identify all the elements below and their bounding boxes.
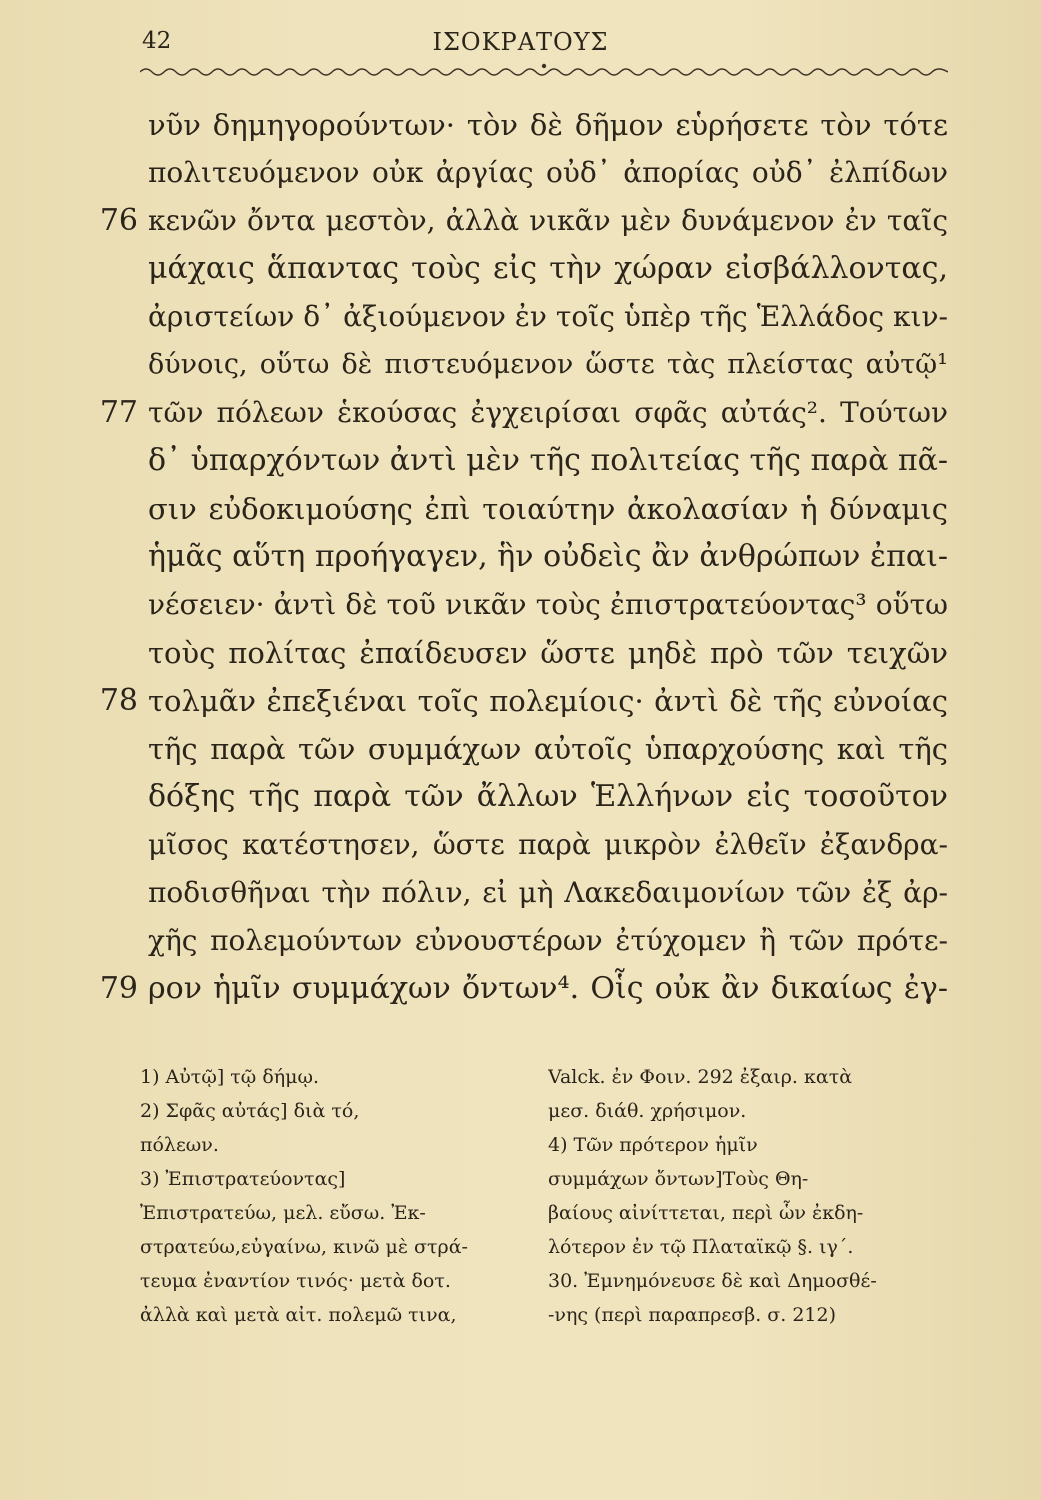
text-line (148, 772, 948, 822)
section-number: 78 (99, 683, 138, 718)
footnotes-left-column (140, 1060, 515, 1332)
text-line-content: δ᾽ ὑπαρχόντων ἀντὶ μὲν τῆς πολιτείας τῆς παρὰ πᾶ- (148, 443, 948, 478)
footnote-line: στρατεύω,εὐγαίνω, κινῶ μὲ στρά- (140, 1236, 468, 1258)
section-number (74, 148, 146, 198)
text-line-content: μάχαις ἅπαντας τοὺς εἰς τὴν χώραν εἰσβάλλοντας, (148, 251, 948, 286)
footnote-line: 30. Ἐμνημόνευσε δὲ καὶ Δημοσθέ- (548, 1270, 877, 1292)
text-line-content: δύνοις, οὕτω δὲ πιστευόμενον ὥστε τὰς πλείστας αὐτῷ¹ (148, 349, 948, 380)
section-number (74, 580, 146, 630)
text-line (148, 244, 948, 294)
text-line-content: ἀριστείων δ᾽ ἀξιούμενον ἐν τοῖς ὑπὲρ τῆς Ἑλλάδος κιν- (148, 300, 948, 333)
page-number: 42 (142, 28, 172, 54)
section-number (74, 340, 146, 390)
section-number: 77 (99, 395, 138, 430)
text-line-content: ποδισθῆναι τὴν πόλιν, εἰ μὴ Λακεδαιμονίων τῶν ἐξ ἀρ- (148, 876, 948, 909)
text-line-content: νέσειεν· ἀντὶ δὲ τοῦ νικᾶν τοὺς ἐπιστρατεύοντας³ οὕτω (148, 588, 948, 621)
footnote-line: μεσ. διάθ. χρήσιμον. (548, 1100, 747, 1122)
text-line (148, 676, 948, 726)
text-line (148, 388, 948, 438)
text-line-content: τῆς παρὰ τῶν συμμάχων αὐτοῖς ὑπαρχούσης καὶ τῆς (148, 732, 948, 766)
text-line (148, 820, 948, 870)
text-line-content: δόξης τῆς παρὰ τῶν ἄλλων Ἑλλήνων εἰς τοσοῦτον (148, 779, 948, 814)
text-line (148, 964, 948, 1014)
text-line-content: τολμᾶν ἐπεξιέναι τοῖς πολεμίοις· ἀντὶ δὲ τῆς εὐνοίας (148, 684, 948, 718)
footnotes-right-column (548, 1060, 938, 1332)
wavy-rule-ornament (140, 62, 948, 82)
section-number (74, 244, 146, 294)
text-line (148, 916, 948, 966)
footnote-line: Valck. ἐν Φοιν. 292 ἐξαιρ. κατὰ (548, 1066, 853, 1088)
running-title: ΙΣΟΚΡΑΤΟΥΣ (432, 28, 609, 56)
footnote-line: Ἐπιστρατεύω, μελ. εὔσω. Ἐκ- (140, 1202, 426, 1224)
footnote-line: συμμάχων ὄντων]Τοὺς Θη- (548, 1168, 809, 1190)
text-line (148, 580, 948, 630)
text-line-content: νῦν δημηγορούντων· τὸν δὲ δῆμον εὑρήσετε τὸν τότε (148, 108, 948, 142)
text-line-content: τοὺς πολίτας ἐπαίδευσεν ὥστε μηδὲ πρὸ τῶν τειχῶν (148, 636, 948, 670)
text-line (148, 436, 948, 486)
section-number (74, 916, 146, 966)
section-number (74, 772, 146, 822)
section-number (74, 484, 146, 534)
text-line (148, 100, 948, 150)
footnote-line: 1) Αὐτῷ] τῷ δήμῳ. (140, 1066, 320, 1088)
section-number: 76 (99, 203, 138, 238)
text-line (148, 292, 948, 342)
footnote-line: λότερον ἐν τῷ Πλαταϊκῷ §. ιγ´. (548, 1236, 854, 1258)
footnote-line: 4) Τῶν πρότερον ἡμῖν (548, 1134, 758, 1156)
text-line-content: μῖσος κατέστησεν, ὥστε παρὰ μικρὸν ἐλθεῖν ἐξανδρα- (148, 828, 948, 861)
section-number (74, 436, 146, 486)
page-header (0, 22, 1041, 62)
text-line (148, 628, 948, 678)
footnote-line: 3) Ἐπιστρατεύοντας] (140, 1168, 346, 1190)
footnote-line: ἀλλὰ καὶ μετὰ αἰτ. πολεμῶ τινα, (140, 1304, 457, 1326)
footnote-line: βαίους αἰνίττεται, περὶ ὧν ἐκδη- (548, 1202, 864, 1224)
section-number (74, 868, 146, 918)
text-line (148, 484, 948, 534)
text-line (148, 868, 948, 918)
footnote-line: πόλεων. (140, 1134, 219, 1156)
footnote-line: 2) Σφᾶς αὐτάς] διὰ τό, (140, 1100, 360, 1122)
text-line-content: πολιτευόμενον οὐκ ἀργίας οὐδ᾽ ἀπορίας οὐδ᾽ ἐλπίδων (148, 156, 948, 189)
section-number (74, 724, 146, 774)
section-number (74, 292, 146, 342)
text-line-content: ἡμᾶς αὕτη προήγαγεν, ἣν οὐδεὶς ἂν ἀνθρώπων ἐπαι- (148, 539, 948, 574)
text-line (148, 724, 948, 774)
footnote-line: τευμα ἐναντίον τινός· μετὰ δοτ. (140, 1270, 451, 1292)
text-line (148, 148, 948, 198)
text-line-content: χῆς πολεμούντων εὐνουστέρων ἐτύχομεν ἢ τῶν πρότε- (148, 924, 948, 957)
footnote-line: -νης (περὶ παραπρεσβ. σ. 212) (548, 1304, 837, 1326)
text-line-content: κενῶν ὄντα μεστὸν, ἀλλὰ νικᾶν μὲν δυνάμενον ἐν ταῖς (148, 204, 948, 237)
section-number (74, 628, 146, 678)
section-number (74, 532, 146, 582)
text-line (148, 532, 948, 582)
text-line (148, 340, 948, 390)
text-line (148, 196, 948, 246)
section-number: 79 (99, 971, 138, 1006)
text-line-content: σιν εὐδοκιμούσης ἐπὶ τοιαύτην ἀκολασίαν ἡ δύναμις (148, 492, 948, 526)
text-line-content: τῶν πόλεων ἑκούσας ἐγχειρίσαι σφᾶς αὐτάς². Τούτων (148, 396, 948, 429)
section-number (74, 820, 146, 870)
section-number (74, 100, 146, 150)
text-line-content: ρον ἡμῖν συμμάχων ὄντων⁴. Οἷς οὐκ ἂν δικαίως ἐγ- (148, 971, 948, 1006)
